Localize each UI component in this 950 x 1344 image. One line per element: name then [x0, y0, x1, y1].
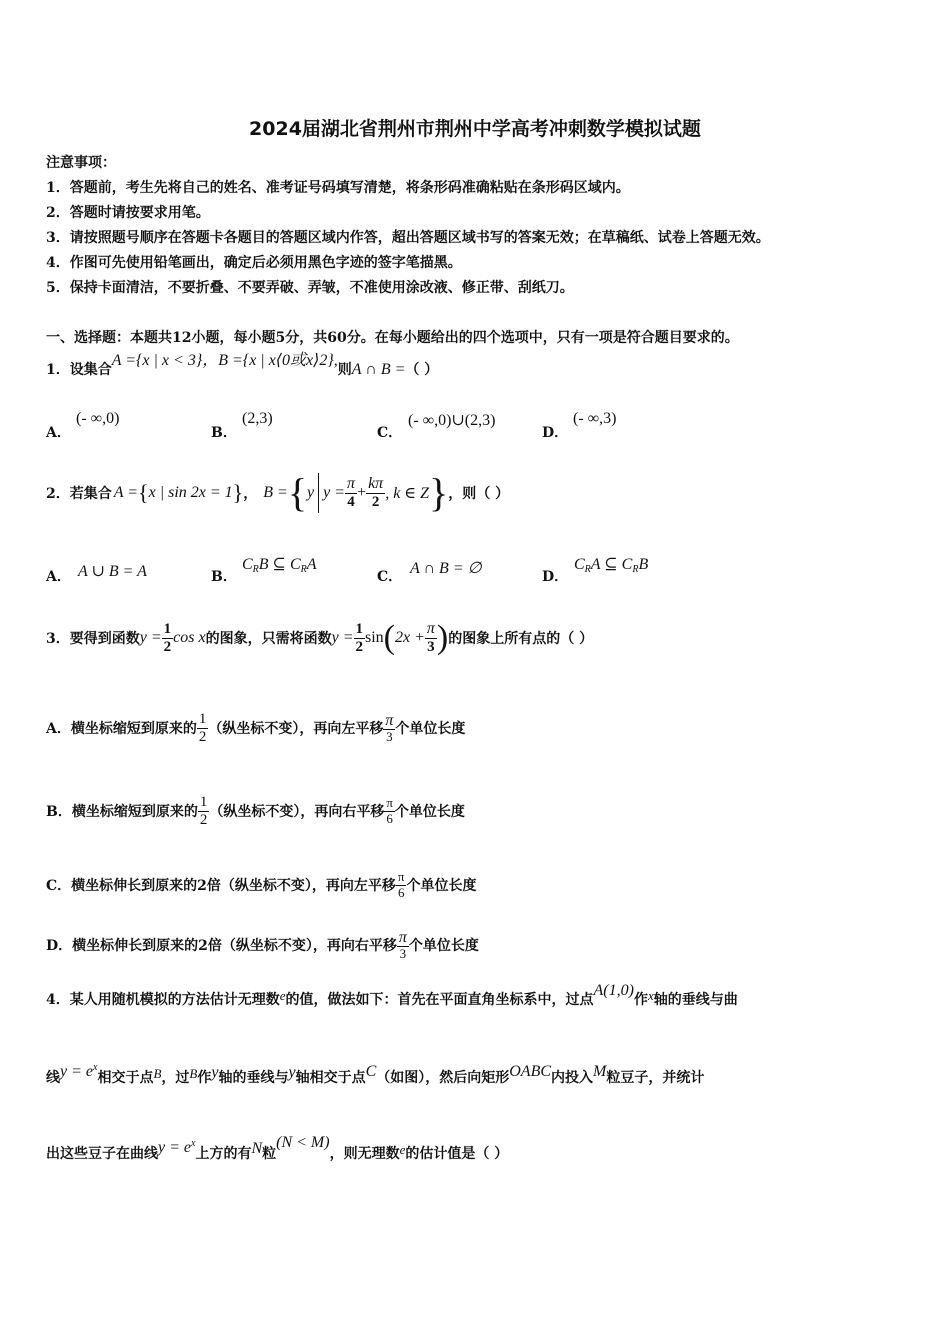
q2-frac-pi-4: $\frac{\pi}{4}$: [347, 475, 356, 511]
q3-inner: 2x +: [395, 629, 425, 646]
q2-tail: ，则（ ）: [448, 486, 510, 502]
q2-set-b-y: y: [307, 484, 315, 501]
q1-tail-post: （ ）: [405, 362, 439, 378]
q1-number: 1．设集合: [46, 362, 112, 378]
q1-tail-math: A ∩ B =: [351, 361, 406, 378]
question-4-line-3: 出这些豆子在曲线 $y = e^x$ 上方的有 N 粒 (N < M) ，则无理数 e 的估计值是（ ）: [46, 1134, 509, 1162]
q2-option-a-label: A．: [46, 569, 71, 585]
q2-set-b-tail: , k ∈ Z: [385, 485, 430, 502]
q1-option-c: (- ∞,0)∪(2,3): [408, 412, 496, 429]
notice-item: 5．保持卡面清洁，不要折叠、不要弄破、弄皱，不准使用涂改液、修正带、刮纸刀。: [46, 280, 574, 296]
q3-tail: 的图象上所有点的（ ）: [448, 631, 594, 647]
question-4-line-2: 线 $y = e^x$ 相交于点 B ，过 B 作 y 轴的垂线与 y 轴相交于点 C （如图），然后向矩形 OABC 内投入 M 粒豆子，并统计: [46, 1061, 705, 1086]
q3-option-c: C． 横坐标伸长到原来的2倍（纵坐标不变），再向左平移 $\frac{\pi}{6}$ 个单位长度: [46, 869, 477, 900]
q2-set-a-label: A =: [113, 484, 139, 501]
q2-comma: ，: [243, 486, 258, 502]
q1-option-a-label: A．: [46, 425, 71, 441]
q1-option-d: (- ∞,3): [573, 410, 617, 427]
q3-number: 3．要得到函数: [46, 631, 140, 647]
q3-frac-half-2: $\frac{1}{2}$: [355, 621, 363, 655]
q2-option-d-label: D．: [542, 569, 569, 585]
q3-option-a: A． 横坐标缩短到原来的 $\frac{1}{2}$ （纵坐标不变），再向左平移 $\frac{\pi}{3}$ 个单位长度: [46, 711, 466, 745]
notice-heading: 注意事项：: [46, 155, 116, 171]
notice-item: 4．作图可先使用铅笔画出，确定后必须用黑色字迹的签字笔描黑。: [46, 255, 462, 271]
q1-option-d-label: D．: [542, 425, 569, 441]
notice-item: 3．请按照题号顺序在答题卡各题目的答题区域内作答，超出答题区域书写的答案无效；在草稿纸、试卷上答题无效。: [46, 230, 770, 246]
q3-y2: y =: [331, 629, 354, 646]
q3-option-d: D． 横坐标伸长到原来的2倍（纵坐标不变），再向右平移 $\frac{\pi}{3}$ 个单位长度: [46, 928, 479, 962]
q1-option-b-label: B．: [211, 425, 237, 441]
q2-option-b-label: B．: [211, 569, 237, 585]
q3-mid: 的图象，只需将函数: [205, 631, 332, 647]
q3-option-b: B． 横坐标缩短到原来的 $\frac{1}{2}$ （纵坐标不变），再向右平移 $\frac{\pi}{6}$ 个单位长度: [46, 794, 465, 828]
q2-option-d: $C_RA$ ⊆ $C_RB$: [574, 556, 649, 575]
q2-plus: +: [357, 484, 367, 501]
q1-option-a: (- ∞,0): [76, 410, 120, 427]
q2-frac-kpi-2: $\frac{k\pi}{2}$: [368, 475, 384, 511]
q2-option-c: A ∩ B = ∅: [410, 560, 482, 577]
q2-option-a: A ∪ B = A: [78, 563, 147, 580]
q1-tail-pre: 则: [337, 362, 352, 378]
q2-option-c-label: C．: [377, 569, 403, 585]
question-4-line-1: 4．某人用随机模拟的方法估计无理数 e 的值，做法如下：首先在平面直角坐标系中，过点 A(1,0) 作 x 轴的垂线与曲: [46, 982, 738, 1008]
section-heading: 一、选择题：本题共12小题，每小题5分，共60分。在每小题给出的四个选项中，只有一项是符合题目要求的。: [46, 330, 739, 346]
q1-option-b: (2,3): [242, 410, 273, 427]
q3-sin: sin: [365, 629, 384, 646]
q2-set-b-label: B =: [263, 484, 288, 501]
question-2: 2．若集合 A = { x | sin 2x = 1 } ， B = { y y = $\frac{\pi}{4}$ + $\frac{k\pi}{2}$ , k ∈ Z } ，则（ ）: [46, 470, 510, 515]
q3-frac-half-1: $\frac{1}{2}$: [163, 621, 172, 655]
notice-item: 2．答题时请按要求用笔。: [46, 205, 210, 221]
q2-number: 2．若集合: [46, 486, 112, 502]
q3-y1: y =: [139, 629, 162, 646]
notice-item: 1．答题前，考生先将自己的姓名、准考证号码填写清楚，将条形码准确粘贴在条形码区域内。: [46, 180, 630, 196]
question-3: 3．要得到函数 y = $\frac{1}{2}$ cos x 的图象，只需将函数 y = $\frac{1}{2}$ sin ( 2x + $\frac{\pi}{3}$ ) 的图象上所有点的（ ）: [46, 619, 594, 656]
question-1: [46, 352, 439, 379]
q1-option-c-label: C．: [377, 425, 403, 441]
q3-cos: cos x: [173, 629, 206, 646]
q2-set-b-eq: y =: [323, 484, 346, 501]
q3-frac-pi-3: $\frac{\pi}{3}$: [426, 620, 435, 656]
q2-set-a: x | sin 2x = 1: [148, 484, 233, 501]
q1-set-b: B ={x | x⟨0或x⟩2},: [218, 352, 338, 369]
q2-option-b: $C_RB$ ⊆ $C_RA$: [242, 556, 317, 575]
page-title: 2024届湖北省荆州市荆州中学高考冲刺数学模拟试题: [249, 118, 701, 140]
q1-set-a: A ={x | x < 3}，: [111, 352, 219, 369]
